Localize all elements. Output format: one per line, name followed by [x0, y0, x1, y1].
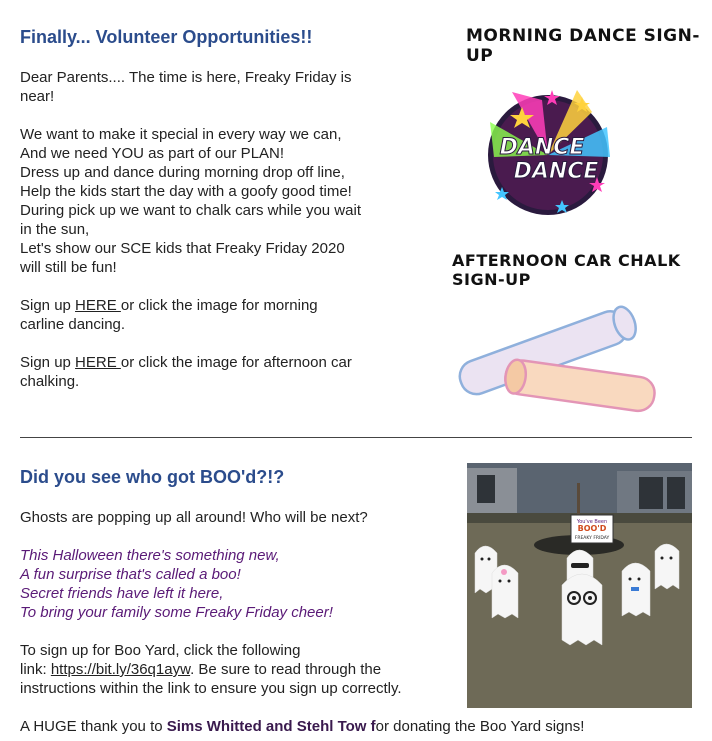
car-chalk-image[interactable] — [445, 290, 665, 420]
greeting-line: near! — [20, 88, 55, 105]
poem-line: Let's show our SCE kids that Freaky Friday 2020 — [20, 240, 345, 257]
poem-line: Dress up and dance during morning drop off line, — [20, 164, 345, 181]
yard-sign-line3: FREAKY FRIDAY — [574, 536, 610, 541]
boo-text — [20, 508, 460, 698]
boo-yard-graphic — [467, 463, 692, 708]
greeting-line: Dear Parents.... The time is here, Freaky Friday is — [20, 69, 352, 86]
boo-title: Did you see who got BOO'd?!? — [20, 467, 285, 487]
boo-poem-line: A fun surprise that's called a boo! — [20, 566, 241, 583]
yard-sign-line2: BOO'D — [577, 524, 607, 533]
volunteer-title: Finally... Volunteer Opportunities!! — [20, 27, 313, 47]
boo-signup-line2: link: https://bit.ly/36q1ayw. Be sure to read through the — [20, 661, 382, 678]
boo-yard-photo — [467, 463, 692, 708]
morning-dance-heading: MORNING DANCE SIGN-UP — [466, 26, 700, 66]
yard-sign-line1: You've Been — [576, 519, 608, 525]
dance-logo-text-1: DANCE — [499, 135, 585, 160]
boo-poem-line: Secret friends have left it here, — [20, 585, 224, 602]
poem-line: And we need YOU as part of our PLAN! — [20, 145, 285, 162]
section-divider — [20, 437, 692, 438]
boo-signup-line3: instructions within the link to ensure you sign up correctly. — [20, 680, 402, 697]
poem-line: in the sun, — [20, 221, 90, 238]
poem-line: Help the kids start the day with a goofy good time! — [20, 183, 352, 200]
signup-chalk-line2: chalking. — [20, 373, 80, 390]
signup-dance-line: Sign up HERE or click the image for morning — [20, 297, 318, 314]
chalk-graphic — [445, 290, 665, 420]
afternoon-chalk-heading: AFTERNOON CAR CHALK SIGN-UP — [452, 251, 681, 289]
boo-poem-line: To bring your family some Freaky Friday cheer! — [20, 604, 333, 621]
signup-chalk-link[interactable]: HERE — [75, 354, 121, 371]
poem-line: During pick up we want to chalk cars while you wait — [20, 202, 361, 219]
poem-line: We want to make it special in every way we can, — [20, 126, 342, 143]
volunteer-text — [20, 68, 420, 391]
boo-intro: Ghosts are popping up all around! Who will be next? — [20, 509, 368, 526]
thanks-line: A HUGE thank you to Sims Whitted and Stehl Tow for donating the Boo Yard signs! — [20, 718, 585, 735]
poem-line: will still be fun! — [20, 259, 117, 276]
sponsor-names: Sims Whitted and Stehl Tow f — [166, 718, 376, 735]
dance-logo-text-2: DANCE — [513, 159, 599, 184]
boo-signup-link[interactable]: https://bit.ly/36q1ayw — [50, 661, 191, 678]
boo-poem-line: This Halloween there's something new, — [20, 547, 280, 564]
signup-dance-line2: carline dancing. — [20, 316, 126, 333]
boo-signup-line1: To sign up for Boo Yard, click the following — [20, 642, 301, 659]
signup-chalk-line: Sign up HERE or click the image for afternoon car — [20, 354, 352, 371]
signup-dance-link[interactable]: HERE — [75, 297, 121, 314]
dance-logo-graphic — [482, 82, 617, 222]
dance-dance-image[interactable] — [482, 82, 617, 222]
